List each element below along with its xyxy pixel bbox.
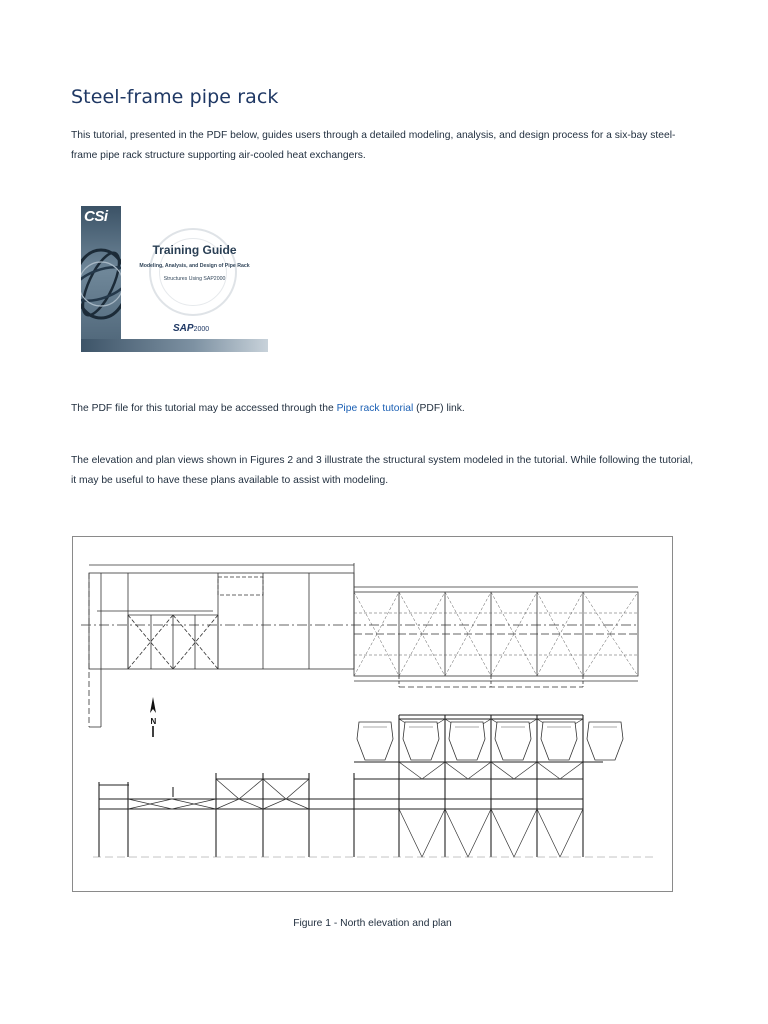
cover-side-band — [81, 206, 121, 352]
intro-paragraph: This tutorial, presented in the PDF below, guides users through a detailed modeling, analysis, and design process for a six-bay steel-frame pipe rack structure supporting air-cooled heat exchangers. — [71, 130, 676, 161]
training-guide-cover-image[interactable] — [81, 206, 268, 352]
north-label: N — [150, 717, 157, 726]
figure-caption: Figure 1 - North elevation and plan — [293, 918, 452, 929]
north-elevation-plan-figure — [72, 536, 673, 892]
cover-guide-title: Training Guide — [152, 243, 237, 257]
cover-subtitle-1: Modeling, Analysis, and Design of Pipe Rack — [139, 263, 250, 269]
page-title: Steel-frame pipe rack — [71, 86, 279, 108]
access-paragraph — [71, 399, 701, 419]
cover-globe-graphic — [81, 206, 121, 352]
csi-logo: CSi — [84, 208, 108, 225]
pipe-rack-tutorial-link[interactable]: Pipe rack tutorial — [336, 403, 414, 414]
elevation-paragraph: The elevation and plan views shown in Figures 2 and 3 illustrate the structural system modeled in the tutorial. While following the tutorial, it may be useful to have these plans available to assist with modeling. — [71, 455, 694, 486]
sap-logo-main: SAP — [173, 323, 194, 334]
structural-drawing — [73, 537, 672, 891]
sap-logo-number: 2000 — [193, 326, 210, 333]
access-text-before: The PDF file for this tutorial may be accessed through the — [71, 403, 337, 414]
cover-subtitle-2: Structures Using SAP2000 — [163, 276, 226, 282]
north-arrow-icon — [150, 697, 157, 737]
cover-bottom-band — [81, 339, 268, 352]
sap2000-logo — [173, 323, 209, 334]
access-text-after: (PDF) link. — [413, 403, 465, 414]
